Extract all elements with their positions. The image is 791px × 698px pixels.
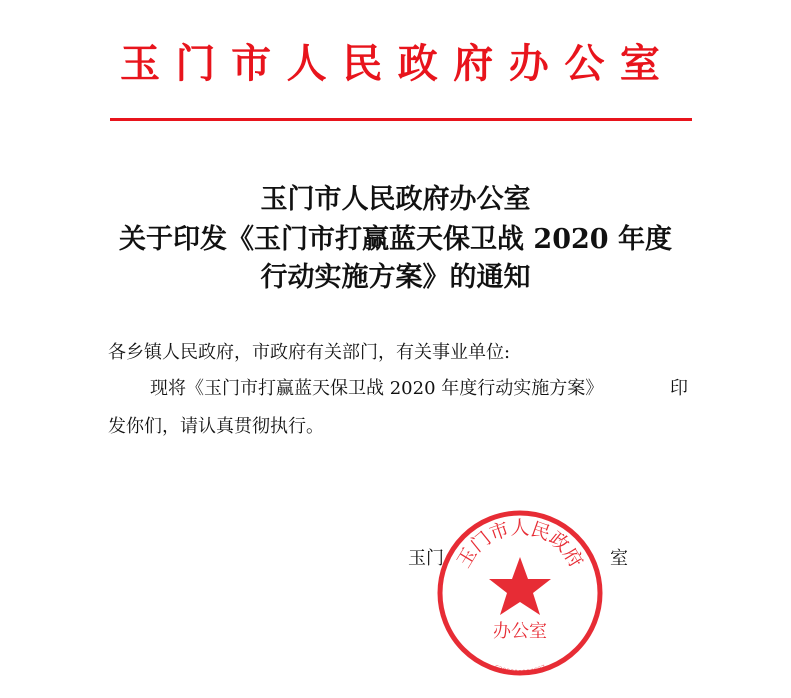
masthead-char: 政 [397, 41, 438, 87]
seal-star-icon [489, 557, 551, 615]
signature-start: 玉门 [408, 548, 444, 569]
masthead-char: 门 [175, 41, 216, 87]
document-title-line-3: 行动实施方案》的通知 [260, 262, 531, 293]
masthead-char: 公 [564, 41, 605, 87]
document-title-line-1: 玉门市人民政府办公室 [260, 184, 531, 215]
body-paragraph-line-2: 发你们，请认真贯彻执行。 [108, 416, 324, 437]
masthead-char: 办 [508, 41, 549, 87]
body-paragraph-line-1 [150, 376, 688, 402]
seal-arc-text: 玉门市人民政府 [452, 517, 588, 572]
masthead-char: 室 [619, 41, 660, 87]
masthead-char: 民 [342, 41, 383, 87]
signature-end: 室 [610, 548, 628, 569]
body-paragraph-line-1-end: 印 [670, 378, 688, 399]
body-paragraph-line-1-text: 现将《玉门市打赢蓝天保卫战 2020 年度行动实施方案》 [150, 378, 604, 399]
salutation: 各乡镇人民政府，市政府有关部门，有关事业单位: [108, 342, 511, 363]
red-divider-rule [110, 118, 692, 121]
masthead-char: 玉 [120, 41, 160, 87]
masthead-char: 市 [231, 41, 272, 87]
masthead-char: 府 [453, 41, 494, 87]
seal-center-text: 办公室 [493, 621, 547, 642]
official-seal-stamp [436, 509, 604, 677]
masthead [120, 38, 660, 90]
masthead-char: 人 [286, 41, 327, 87]
document-title-line-2: 关于印发《玉门市打赢蓝天保卫战 2020 年度 [119, 224, 672, 255]
seal-code: 6209810004637 [492, 663, 548, 677]
